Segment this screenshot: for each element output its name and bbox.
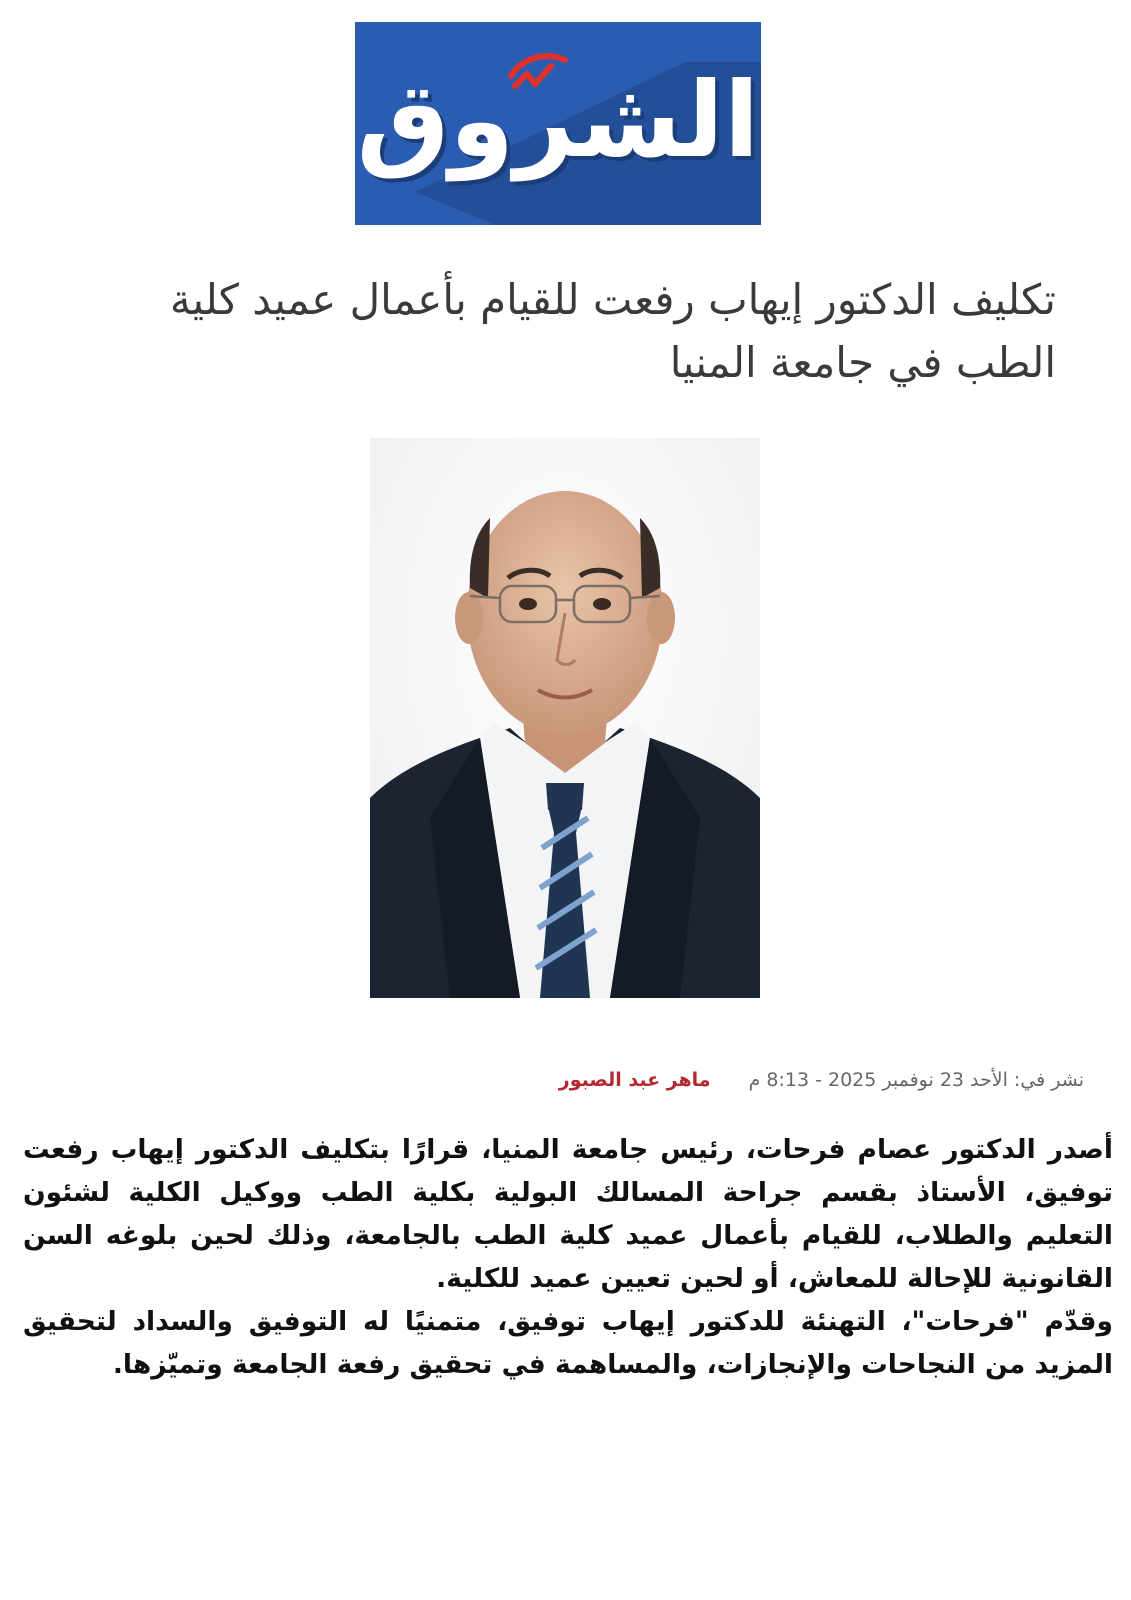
article-meta	[559, 1066, 1084, 1094]
author-link[interactable]: ماهر عبد الصبور	[558, 1069, 711, 1091]
logo-text: الشروق	[356, 59, 760, 181]
publish-date: نشر في: الأحد 23 نوفمبر 2025 - 8:13 م	[748, 1069, 1084, 1091]
portrait-photo	[370, 438, 760, 998]
portrait-photo-icon	[370, 438, 760, 998]
article-body	[23, 1128, 1113, 1386]
article-paragraph: وقدّم "فرحات"، التهنئة للدكتور إيهاب توفيق، متمنيًا له التوفيق والسداد لتحقيق المزيد من النجاحات والإنجازات، والمساهمة في تحقيق رفعة الجامعة وتميّزها.	[23, 1306, 1113, 1380]
article-paragraph: أصدر الدكتور عصام فرحات، رئيس جامعة المنيا، قرارًا بتكليف الدكتور إيهاب رفعت توفيق، الأستاذ بقسم جراحة المسالك البولية بكلية الطب ووكيل الكلية لشئون التعليم والطلاب، للقيام بأعمال عميد كلية الطب بالجامعة، وذلك لحين بلوغه السن القانونية للإحالة للمعاش، أو لحين تعيين عميد للكلية.	[23, 1134, 1113, 1294]
article-headline: تكليف الدكتور إيهاب رفعت للقيام بأعمال عميد كلية الطب في جامعة المنيا	[169, 275, 1056, 387]
logo-swoosh-icon	[505, 50, 569, 96]
